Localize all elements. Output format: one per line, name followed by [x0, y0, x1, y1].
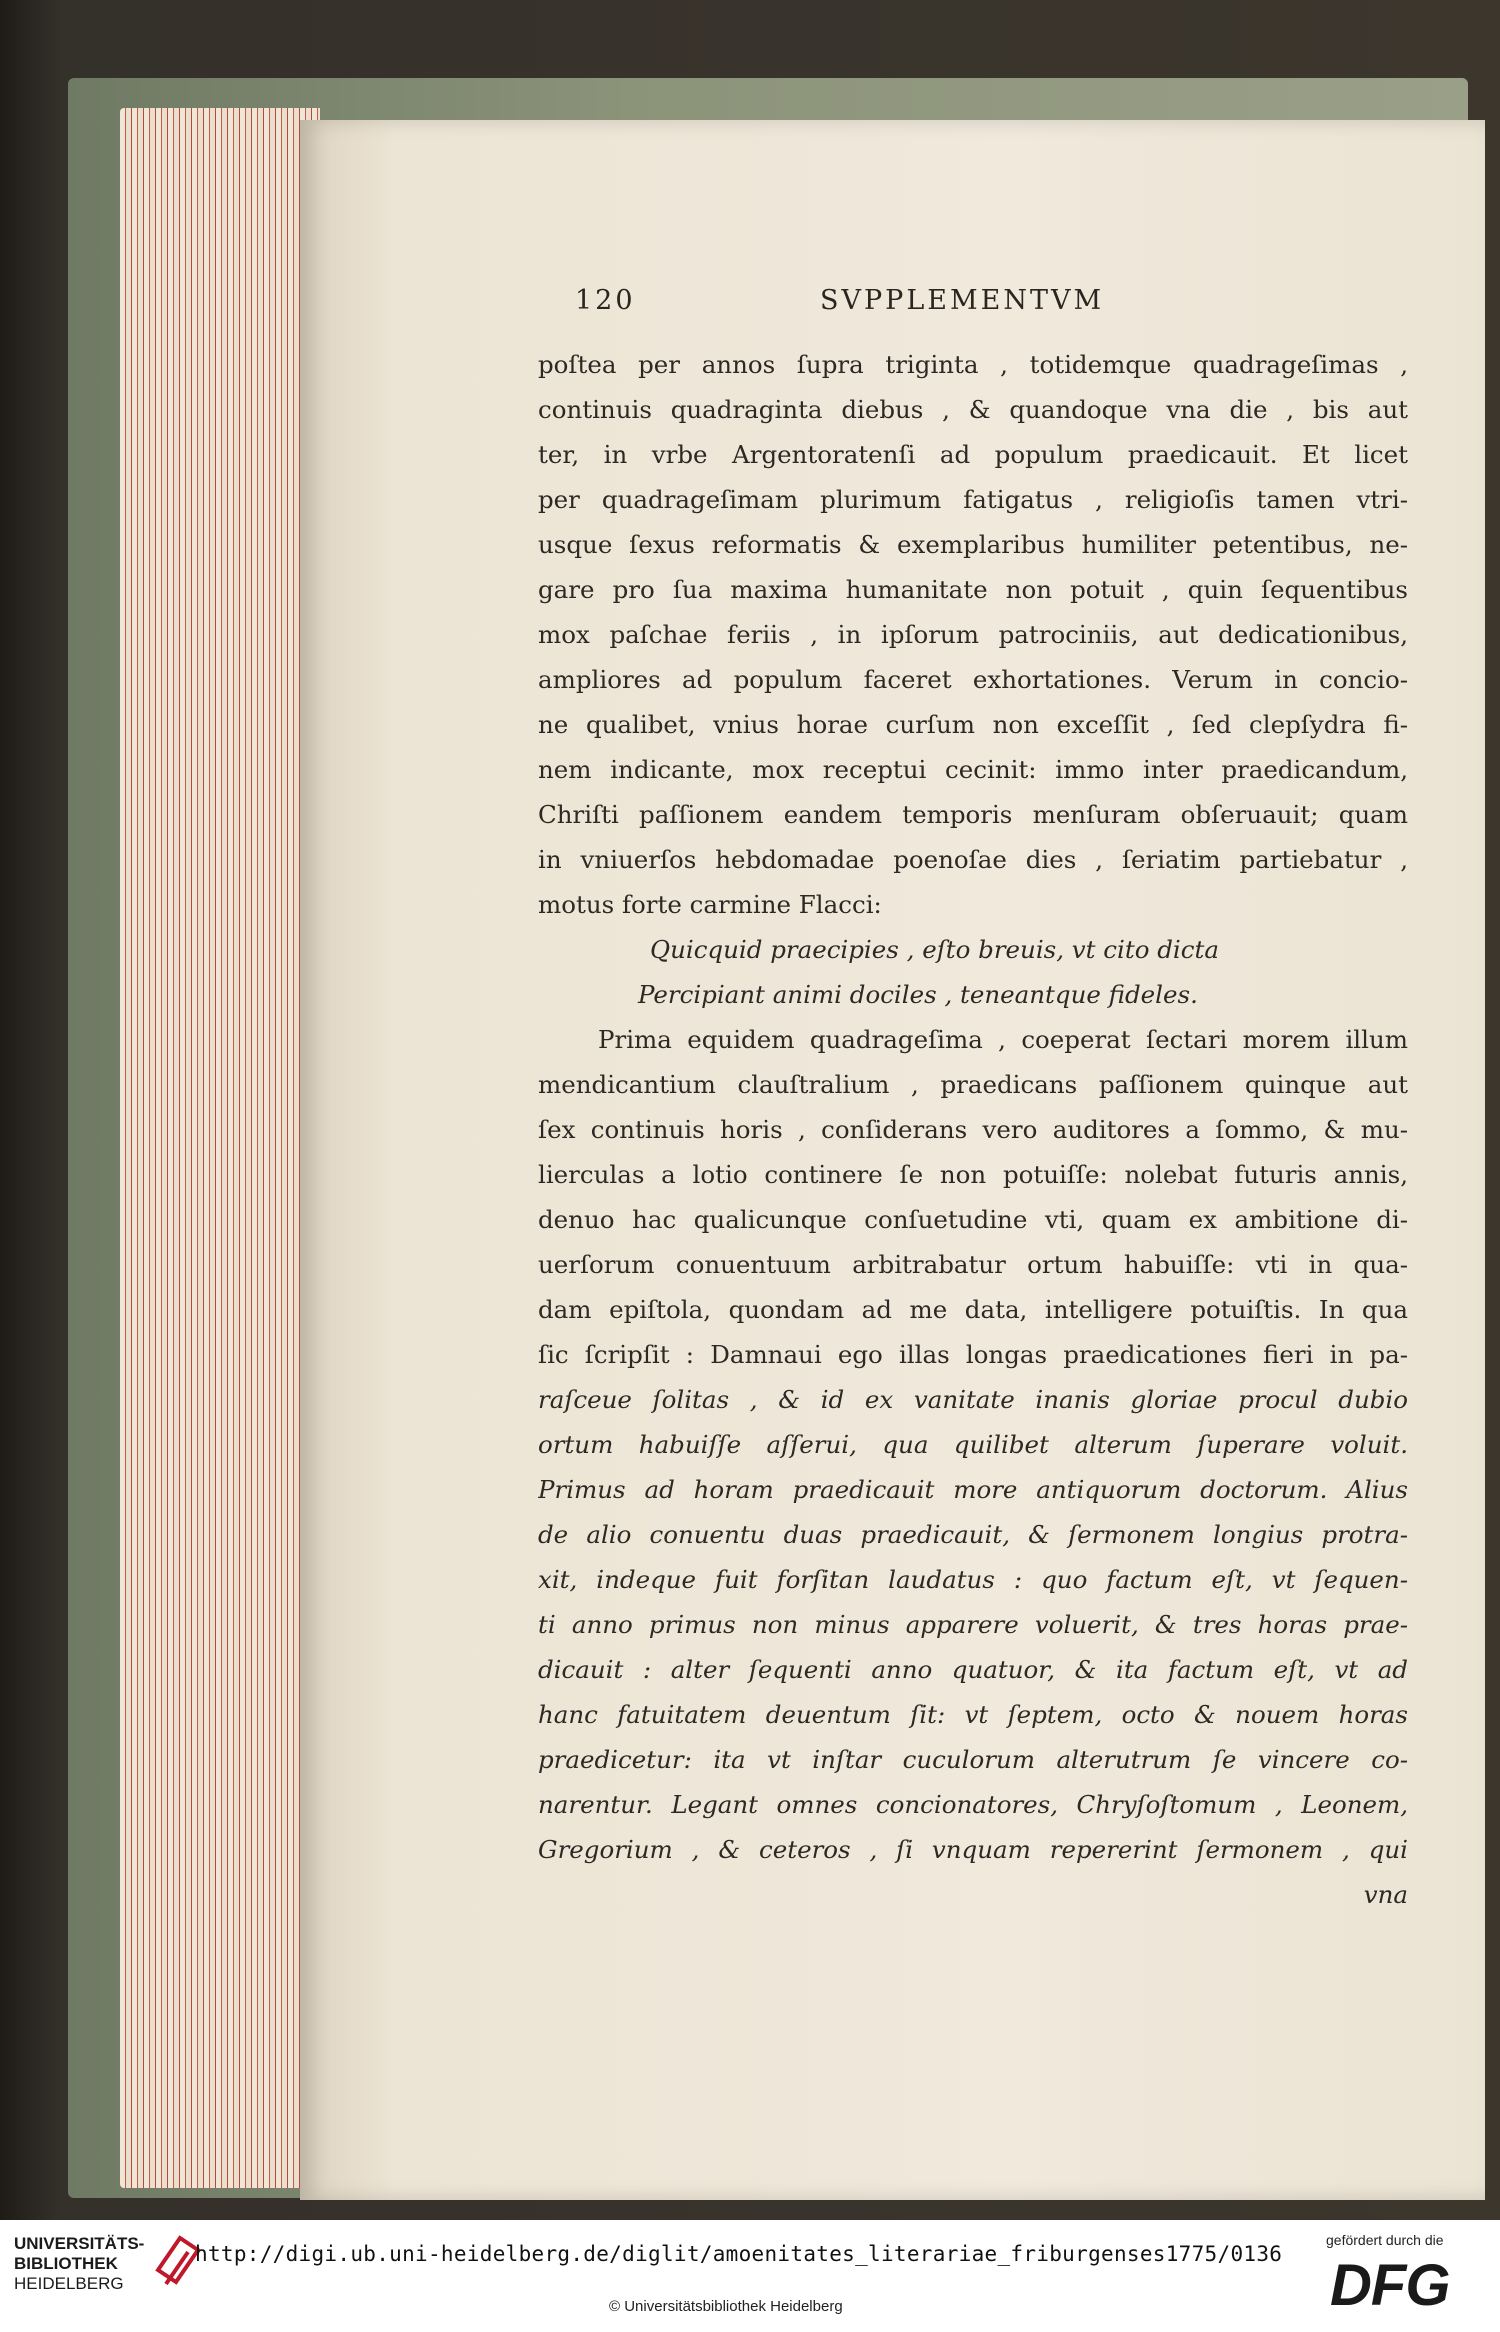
text-line: poſtea per annos ſupra triginta , totidemque quadrageſimas ,	[538, 350, 1408, 379]
text-line: Primus ad horam praedicauit more antiquorum doctorum. Alius	[538, 1475, 1408, 1504]
verse-line: Quicquid praecipies , eſto breuis, vt cito dicta	[650, 935, 1219, 964]
text-line: ne qualibet, vnius horae curſum non exceſſit , ſed clepſydra fi-	[538, 710, 1408, 739]
text-line: Prima equidem quadrageſima , coeperat ſectari morem illum	[598, 1025, 1408, 1054]
text-line: ti anno primus non minus apparere voluerit, & tres horas prae-	[538, 1610, 1408, 1639]
page-text	[538, 342, 1408, 1917]
dfg-logo: DFG	[1330, 2253, 1450, 2318]
text-line: ter, in vrbe Argentoratenſi ad populum praedicauit. Et licet	[538, 440, 1408, 469]
text-line: dicauit : alter ſequenti anno quatuor, & ita factum eſt, vt ad	[538, 1655, 1408, 1684]
permalink-url[interactable]: http://digi.ub.uni-heidelberg.de/diglit/amoenitates_literariae_friburgenses1775/0136	[195, 2242, 1283, 2266]
text-line: xit, indeque fuit forſitan laudatus : quo factum eſt, vt ſequen-	[538, 1565, 1408, 1594]
text-line: dam epiſtola, quondam ad me data, intelligere potuiſtis. In qua	[538, 1295, 1408, 1324]
library-name-line: HEIDELBERG	[14, 2274, 124, 2293]
text-line: ſic ſcripſit : Damnaui ego illas longas praedicationes fieri in pa-	[538, 1340, 1408, 1369]
text-line: motus forte carmine Flacci:	[538, 890, 882, 919]
text-line: usque ſexus reformatis & exemplaribus humiliter petentibus, ne-	[538, 530, 1408, 559]
text-line: Chriſti paſſionem eandem temporis menſuram obſeruauit; quam	[538, 800, 1408, 829]
text-line: gare pro ſua maxima humanitate non potuit , quin ſequentibus	[538, 575, 1408, 604]
library-name-line: BIBLIOTHEK	[14, 2254, 118, 2273]
text-line: hanc fatuitatem deuentum ſit: vt ſeptem, octo & nouem horas	[538, 1700, 1408, 1729]
page-number: 120	[575, 285, 636, 316]
text-line: continuis quadraginta diebus , & quandoque vna die , bis aut	[538, 395, 1408, 424]
text-line: uerſorum conuentuum arbitrabatur ortum habuiſſe: vti in qua-	[538, 1250, 1408, 1279]
copyright-notice: © Universitätsbibliothek Heidelberg	[609, 2298, 843, 2315]
library-name-line: UNIVERSITÄTS-	[14, 2234, 145, 2253]
text-line: mendicantium clauſtralium , praedicans paſſionem quinque aut	[538, 1070, 1408, 1099]
text-line: ſex continuis horis , conſiderans vero auditores a ſommo, & mu-	[538, 1115, 1408, 1144]
text-line: lierculas a lotio continere ſe non potuiſſe: nolebat futuris annis,	[538, 1160, 1408, 1189]
text-line: ortum habuiſſe aſſerui, qua quilibet alterum ſuperare voluit.	[538, 1430, 1408, 1459]
text-line: nem indicante, mox receptui cecinit: immo inter praedicandum,	[538, 755, 1408, 784]
text-line: raſceue ſolitas , & id ex vanitate inanis gloriae procul dubio	[538, 1385, 1408, 1414]
text-line: mox paſchae feriis , in ipſorum patrociniis, aut dedicationibus,	[538, 620, 1408, 649]
text-line: ampliores ad populum faceret exhortationes. Verum in concio-	[538, 665, 1408, 694]
catchword: vna	[1363, 1880, 1408, 1909]
text-line: narentur. Legant omnes concionatores, Chryſoſtomum , Leonem,	[538, 1790, 1408, 1819]
viewer-footer	[0, 2220, 1500, 2332]
text-line: Gregorium , & ceteros , ſi vnquam repererint ſermonem , qui	[538, 1835, 1408, 1864]
running-title: SVPPLEMENTVM	[820, 285, 1105, 316]
library-name	[14, 2234, 144, 2294]
text-line: de alio conuentu duas praedicauit, & ſermonem longius protra-	[538, 1520, 1408, 1549]
verse-line: Percipiant animi dociles , teneantque fideles.	[638, 980, 1198, 1009]
sponsor-text: gefördert durch die	[1326, 2232, 1444, 2248]
page-edges	[120, 108, 320, 2188]
text-line: in vniuerſos hebdomadae poenoſae dies , ſeriatim partiebatur ,	[538, 845, 1408, 874]
text-line: praedicetur: ita vt inſtar cuculorum alterutrum ſe vincere co-	[538, 1745, 1408, 1774]
text-line: denuo hac qualicunque conſuetudine vti, quam ex ambitione di-	[538, 1205, 1408, 1234]
text-line: per quadrageſimam plurimum fatigatus , religioſis tamen vtri-	[538, 485, 1408, 514]
